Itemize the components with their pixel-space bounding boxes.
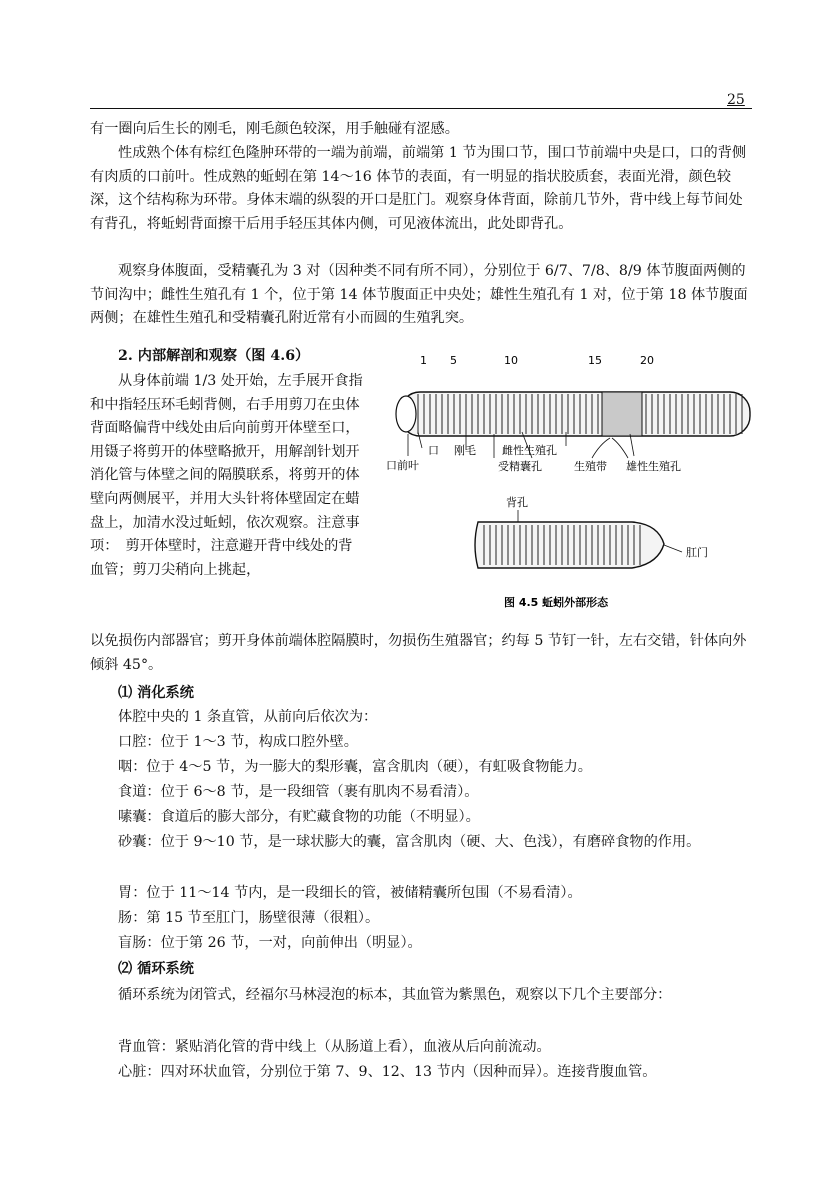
segment-number: 1 [420, 354, 427, 367]
paragraph: 背血管：紧贴消化管的背中线上（从肠道上看），血液从后向前流动。 [118, 1039, 551, 1055]
paragraph: 盲肠：位于第 26 节，一对，向前伸出（明显）。 [118, 935, 422, 951]
label-spermatheca-pore: 受精囊孔 [498, 460, 542, 473]
paragraph: 胃：位于 11～14 节内，是一段细长的管，被储精囊所包围（不易看清）。 [118, 885, 582, 901]
label-clitellum: 生殖带 [574, 460, 607, 473]
worm-lower-body [475, 522, 664, 568]
segment-number: 20 [640, 354, 654, 367]
label-setae: 刚毛 [454, 444, 476, 457]
figure-caption: 图 4.5 蚯蚓外部形态 [504, 596, 609, 609]
clitellum [602, 392, 642, 436]
earthworm-figure [382, 346, 752, 628]
section-heading: 2. 内部解剖和观察（图 4.6） [118, 348, 310, 364]
paragraph: 咽：位于 4～5 节，为一膨大的梨形囊，富含肌肉（硬），有虹吸食物能力。 [118, 759, 592, 775]
paragraph: 肠：第 15 节至肛门，肠壁很薄（很粗）。 [118, 910, 380, 926]
label-dorsal-pore: 背孔 [506, 496, 528, 509]
label-anus: 肛门 [686, 546, 708, 559]
paragraph: 心脏：四对环状血管，分别位于第 7、9、12、13 节内（因种而异）。连接背腹血管。 [118, 1064, 657, 1080]
page-number: 25 [727, 92, 745, 108]
subsection-heading: ⑵ 循环系统 [118, 961, 194, 977]
paragraph: 砂囊：位于 9～10 节，是一球状膨大的囊，富含肌肉（硬、大、色浅），有磨碎食物的作用。 [118, 834, 701, 850]
paragraph: 嗉囊：食道后的膨大部分，有贮藏食物的功能（不明显）。 [118, 809, 480, 825]
segment-number: 15 [588, 354, 602, 367]
header-rule [90, 108, 752, 109]
paragraph: 以免损伤内部器官；剪开身体前端体腔隔膜时，勿损伤生殖器官；约每 5 节钉一针，左右交错，针体向外倾斜 45°。 [90, 633, 747, 673]
label-prostomium: 口前叶 [386, 459, 419, 472]
segment-number: 10 [504, 354, 518, 367]
paragraph: 性成熟个体有棕红色隆肿环带的一端为前端，前端第 1 节为围口节，围口节前端中央是口，口的背侧有肉质的口前叶。性成熟的蚯蚓在第 14～16 体节的表面，有一明显的指状胶质套，表面光滑，颜色较深，这个结构称为环带。身体末端的纵裂的开口是肛门。观察身体背面，除前几节外，背中线上每节间处有背孔，将蚯蚓背面擦干后用手轻压其体内侧，可见液体流出，此处即背孔。 [90, 145, 747, 232]
paragraph: 体腔中央的 1 条直管，从前向后依次为： [118, 709, 378, 725]
paragraph: 从身体前端 1/3 处开始，左手展开食指和中指轻压环毛蚓背侧，右手用剪刀在虫体背面略偏背中线处由后向前剪开体壁至口，用镊子将剪开的体壁略掀开，用解剖针划开消化管与体壁之间的隔膜联系，将剪开的体壁向两侧展平，并用大头针将体壁固定在蜡盘上，加清水没过蚯蚓，依次观察。注意事项： 剪开体壁时，注意避开背中线处的背血管；剪刀尖稍向上挑起， [90, 373, 363, 578]
paragraph: 有一圈向后生长的刚毛，刚毛颜色较深，用手触碰有涩感。 [90, 121, 459, 137]
subsection-heading: ⑴ 消化系统 [118, 685, 194, 701]
segment-number: 5 [450, 354, 457, 367]
label-female-pore: 雌性生殖孔 [502, 444, 557, 457]
paragraph: 循环系统为闭管式，经福尔马林浸泡的标本，其血管为紫黑色，观察以下几个主要部分： [118, 987, 672, 1003]
paragraph: 口腔：位于 1～3 节，构成口腔外壁。 [118, 734, 358, 750]
paragraph: 观察身体腹面，受精囊孔为 3 对（因种类不同有所不同），分别位于 6/7、7/8、8/9 体节腹面两侧的节间沟中；雌性生殖孔有 1 个，位于第 14 体节腹面正中央处；雄性生殖孔有 1 对，位于第 18 体节腹面两侧；在雄性生殖孔和受精囊孔附近常有小而圆的生殖乳突。 [90, 263, 748, 327]
label-male-pore: 雄性生殖孔 [626, 460, 681, 473]
label-mouth: 口 [428, 444, 439, 457]
worm-upper-body [396, 392, 750, 436]
paragraph: 食道：位于 6～8 节，是一段细管（裹有肌肉不易看清）。 [118, 784, 479, 800]
